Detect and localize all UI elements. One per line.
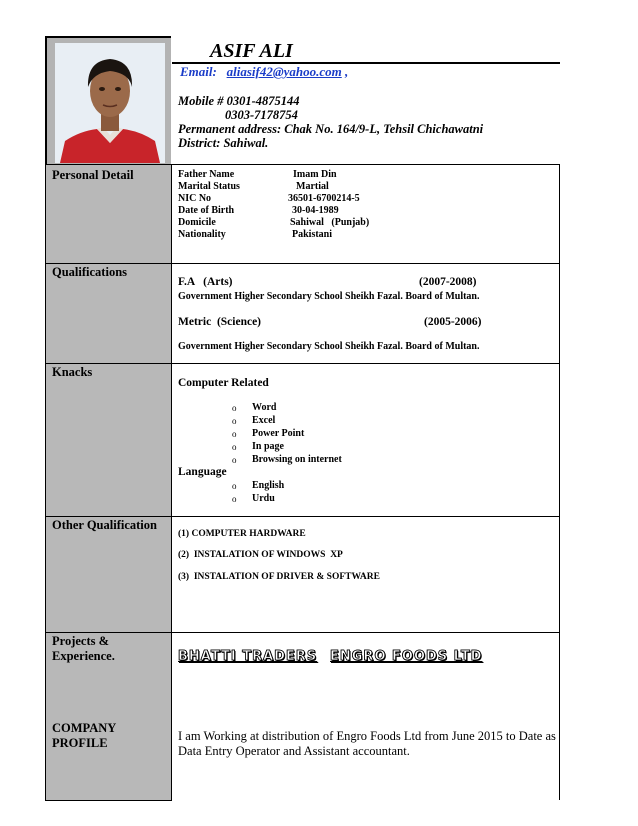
company-profile-text: I am Working at distribution of Engro Foods Ltd from June 2015 to Date as Data Entry Operator and Assistant accountant.: [178, 729, 556, 758]
detail-value: 30-04-1989: [292, 205, 339, 216]
detail-value: Pakistani: [292, 229, 333, 240]
list-item: Power Point: [252, 428, 305, 439]
email-suffix: ,: [345, 64, 349, 79]
list-item: Browsing on internet: [252, 454, 342, 465]
section-label-qualifications: Qualifications: [52, 265, 128, 279]
bullet-icon: o: [232, 455, 237, 465]
bullet-icon: o: [232, 403, 237, 413]
section-label-profile: PROFILE: [52, 736, 108, 750]
row-divider: [45, 263, 560, 264]
list-item: In page: [252, 441, 284, 452]
row-divider: [45, 363, 560, 364]
qualification-years: (2005-2006): [424, 316, 482, 328]
qualification-years: (2007-2008): [419, 276, 477, 288]
qualification-institute: Government Higher Secondary School Sheikh Fazal. Board of Multan.: [178, 341, 480, 352]
email-label: Email:: [180, 64, 217, 79]
detail-value: 36501-6700214-5: [288, 193, 360, 204]
qualification-degree: F.A (Arts): [178, 276, 233, 288]
bullet-icon: o: [232, 429, 237, 439]
permanent-address: Permanent address: Chak No. 164/9-L, Tehsil Chichawatni: [178, 122, 484, 136]
section-label-knacks: Knacks: [52, 365, 93, 379]
company-name: ENGRO FOODS LTD: [330, 649, 483, 664]
language-heading: Language: [178, 466, 227, 478]
detail-value: Martial: [296, 181, 329, 192]
computer-heading: Computer Related: [178, 377, 269, 389]
detail-key: NIC No: [178, 193, 212, 204]
detail-key: Domicile: [178, 217, 216, 228]
table-right-border: [559, 164, 560, 800]
section-label-personal: Personal Detail: [52, 168, 134, 182]
row-divider: [45, 800, 172, 801]
company-name: BHATTI TRADERS: [178, 649, 318, 664]
detail-value: Imam Din: [293, 169, 337, 180]
detail-key: Father Name: [178, 169, 235, 180]
section-label-other: Other Qualification: [52, 518, 157, 532]
candidate-name: ASIF ALI: [210, 40, 293, 62]
label-column: [45, 164, 171, 800]
detail-key: Nationality: [178, 229, 226, 240]
row-divider: [45, 516, 560, 517]
qualification-institute: Government Higher Secondary School Sheikh Fazal. Board of Multan.: [178, 291, 480, 302]
section-label-company: COMPANY: [52, 721, 117, 735]
qualification-degree: Metric (Science): [178, 316, 262, 328]
bullet-icon: o: [232, 416, 237, 426]
bullet-icon: o: [232, 442, 237, 452]
bullet-icon: o: [232, 494, 237, 504]
detail-key: Marital Status: [178, 181, 240, 192]
bullet-icon: o: [232, 481, 237, 491]
profile-photo: [55, 43, 165, 163]
detail-value: Sahiwal (Punjab): [290, 217, 370, 228]
detail-key: Date of Birth: [178, 205, 235, 216]
mobile-secondary: 0303-7178754: [225, 108, 298, 122]
photo-frame: [45, 36, 171, 164]
email-line: [180, 64, 348, 80]
other-item: (3) INSTALATION OF DRIVER & SOFTWARE: [178, 572, 380, 582]
list-item: English: [252, 480, 285, 491]
mobile-primary: Mobile # 0301-4875144: [178, 94, 300, 108]
row-divider: [45, 632, 560, 633]
section-label-projects: Projects &: [52, 634, 110, 648]
row-divider: [45, 164, 560, 165]
other-item: (1) COMPUTER HARDWARE: [178, 529, 306, 539]
list-item: Word: [252, 402, 277, 413]
section-label-experience: Experience.: [52, 649, 115, 663]
list-item: Excel: [252, 415, 276, 426]
email-link[interactable]: aliasif42@yahoo.com: [226, 64, 342, 79]
column-divider: [171, 164, 172, 800]
list-item: Urdu: [252, 493, 275, 504]
district: District: Sahiwal.: [178, 136, 269, 150]
other-item: (2) INSTALATION OF WINDOWS XP: [178, 550, 343, 560]
